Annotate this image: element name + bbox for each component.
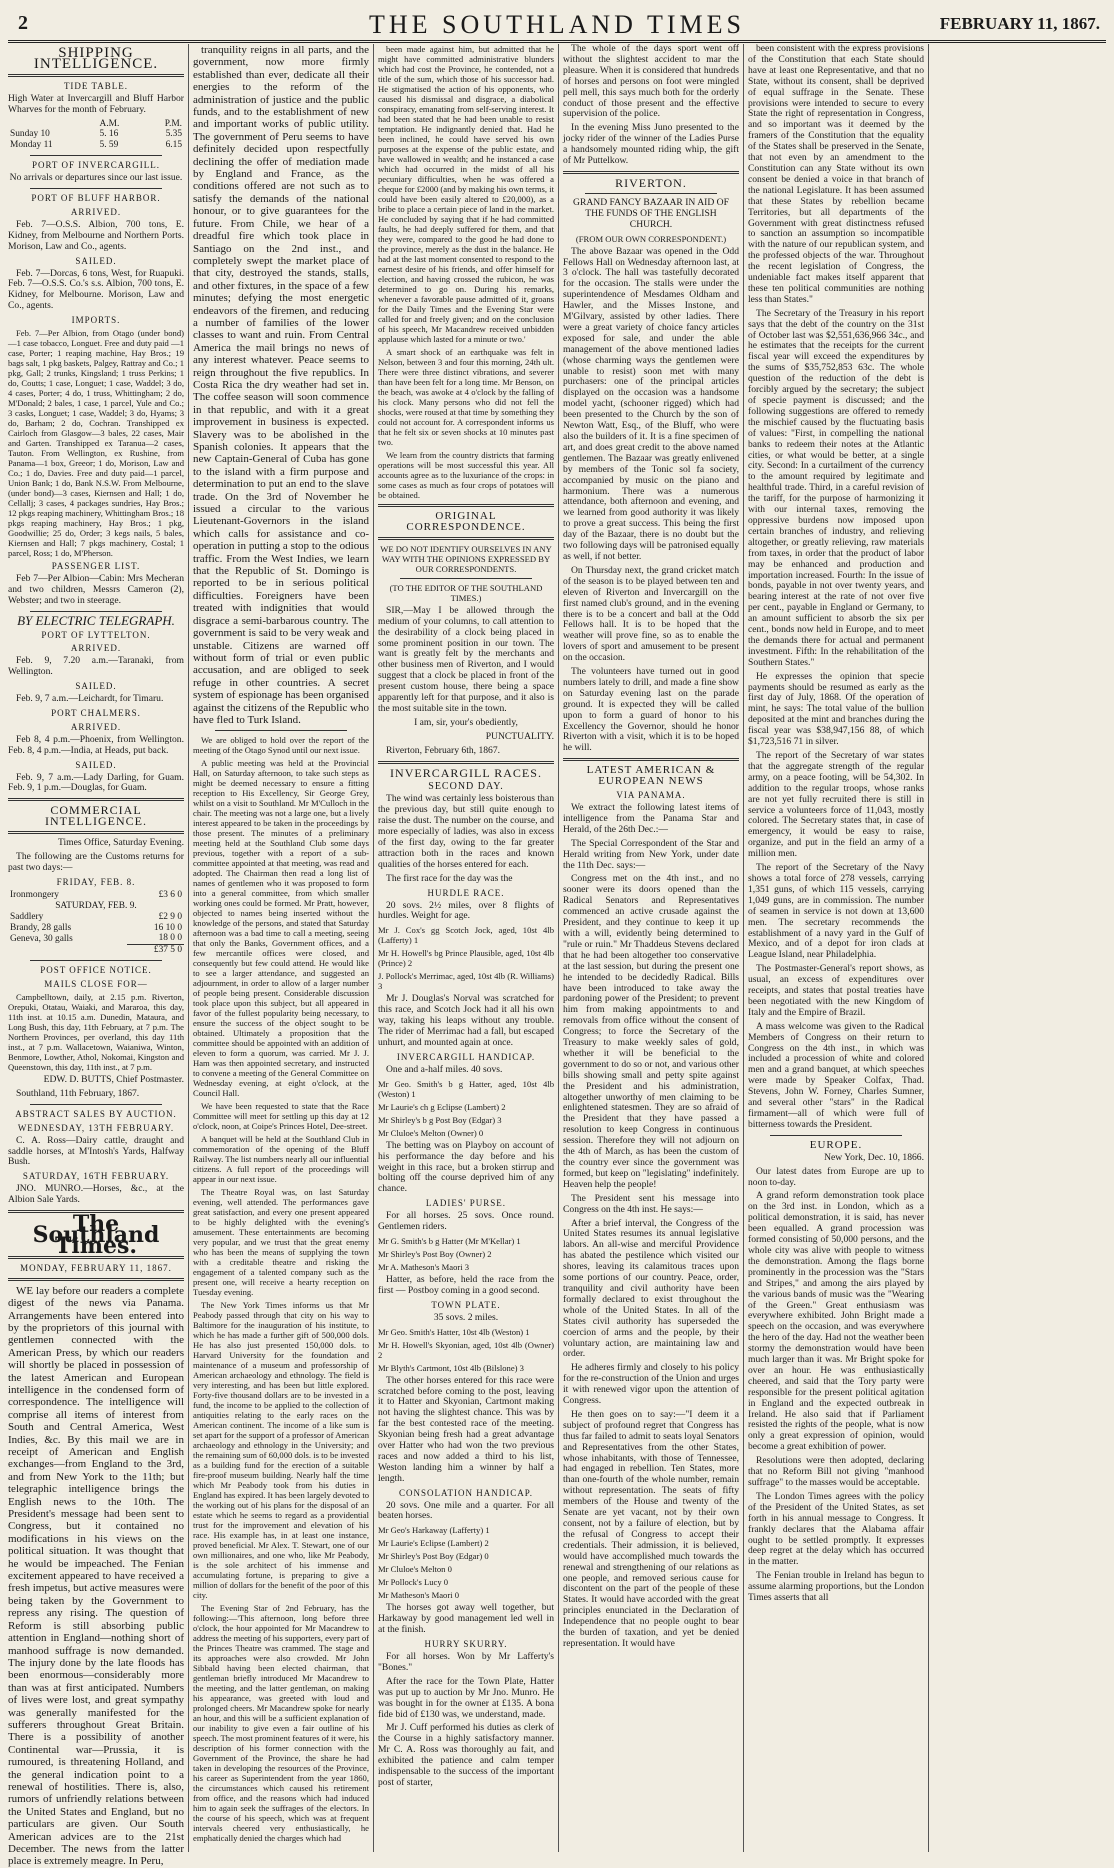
imports-text: Feb. 7—Per Albion, from Otago (under bond) —1 case tobacco, Longuet. Free and duty paid —1 case, Porter; 1 reaping machine, Hay Bros.; 19 bags salt, 1 pkg baskets, Palgey, Rattray and Co.; 1 pkg, Gall; 2 trunks, Kingsland; 1 truss Perkins; 1 do, Coutts; 1 case, Longuet; 1 case, Waddel; 3 do, 4 cases, Porter; 4 do, 1 truss, Whittingham; 2 do, M'Donald; 2 bales, 1 case, 1 parcel, Yule and Co.; 3 casks, Longuet; 1 case, Waddel; 3 do, Hyams; 3 do, Barham; 2 do, Cochran. Transhipped ex Cairloch from Glasgow—3 bales, 22 cases, Mair and Garten. Transhipped ex Taranua—2 cases, Tauton. From Wellington, ex Rushine, from Panama—1 box, Greeor; 1 do, Morison, Law and Co.; 1 do, Davies. Free and duty paid—1 parcel, Union Bank; 1 do, Bank N.S.W. From Melbourne, (under bond)—3 cases, Kiernsen and Hall; 1 do, Cellallj; 3 cases, 4 packages sundries, Hay Bros.; 12 pkgs reaping machinery, Whittingham Bros.; 18 pkgs reaping machinery, Hay Bros.; 1 pkg, Goodwillie; 25 do, Order; 3 kegs nails, 5 bales, Kiernsen and Hall; 7 pkgs machinery, Costal; 1 parcel, Ross; 1 do, M'Pherson. xyxy=(8,328,184,559)
arrived-label: ARRIVED. xyxy=(70,643,122,654)
lyttelton-sailings: Feb. 9, 7 a.m.—Leichardt, for Timaru. xyxy=(16,693,164,705)
port-chalmers-heading: PORT CHALMERS. xyxy=(51,708,141,718)
column-2 xyxy=(193,44,369,1852)
race-result: Mr Shirley's Post Boy (Edgar) 0 xyxy=(378,1551,489,1562)
race-result: Mr Blyth's Cartmont, 10st 4lb (Bilslone) 3 xyxy=(378,1362,524,1373)
issue-date: FEBRUARY 11, 1867. xyxy=(939,14,1100,33)
race-result: Mr Cluloe's Melton (Owner) 0 xyxy=(378,1127,484,1138)
letter-close: I am, sir, your's obediently, xyxy=(414,716,518,728)
news-paragraph: The Postmaster-General's report shows, as usual, an excess of expenditures over receipts, and states that postal treaties have been negotiated with the new Kingdom of Italy and the Empire of Brazil. xyxy=(748,963,924,1018)
divider xyxy=(8,1278,184,1281)
hurdle-race-heading: HURDLE RACE. xyxy=(427,887,505,898)
race-terms: 35 sovs. 2 miles. xyxy=(433,1311,499,1323)
riverton-heading: RIVERTON. xyxy=(615,175,687,190)
race-report: The wind was certainly less boisterous than the previous day, but still quite enough to raise the dust. The number on the course, and more especially of ladies, was also in excess of the first day, owing to the far greater attraction both in the races and known qualities of the horses entered for each. xyxy=(378,793,554,870)
post-date: Southland, 11th February, 1867. xyxy=(16,1087,140,1099)
divider xyxy=(30,155,162,156)
customs-table: Ironmongery £3 6 0 SATURDAY, FEB. 9. Saddlery £2 9 0 Brandy, 28 galls 16 10 0 Geneva, 30 galls 18 0 0 £37 5 0 xyxy=(10,889,182,956)
letter-date: Riverton, February 6th, 1867. xyxy=(386,744,501,756)
ladies-purse-heading: LADIES' PURSE. xyxy=(425,1198,507,1209)
news-paragraph: He adheres firmly and closely to his policy for the re-construction of the Union and urges it with renewed vigor upon the attention of Congress. xyxy=(563,1362,739,1407)
news-paragraph: The report of the Secretary of war states that the aggregate strength of the regular army, on a peace footing, will be 54,302. In addition to the regular troops, whose ranks are not yet fully recruited there is still in service a volunteers force of 11,043, mostly colored. The Secretary states that, in case of emergency, it would be easy to raise, organize, and put in the field an army of a million men. xyxy=(748,750,924,860)
masthead xyxy=(8,6,1106,43)
column-rule xyxy=(928,44,929,1852)
news-paragraph: Our latest dates from Europe are up to noon to-day. xyxy=(748,1165,924,1188)
race-report: The betting was on Playboy on account of his performance the day before and his weight in this race, but a broken stirrup and bolting off the course deprived him of any chance. xyxy=(378,1139,554,1195)
divider xyxy=(563,758,739,761)
bazaar-report: The volunteers have turned out in good numbers lately to drill, and made a fine show on Saturday evening last on the parade ground. It is expected they will be called upon to form a guard of honor to his Excellency the Governor, should he honor Riverton with a visit, which it is to be hoped he will. xyxy=(563,666,739,754)
via-panama: VIA PANAMA. xyxy=(616,790,686,801)
news-paragraph: He expresses the opinion that specie payments should be resumed as early as the first day of July, 1868. Of the operation of mint, he says: The total value of the bullion deposited at the mint and branches during the fiscal year was $38,947,156 88, of which $1,723,516 71 in silver. xyxy=(748,670,924,748)
auction-saturday: SATURDAY, 16TH FEBRUARY. xyxy=(22,1171,170,1182)
tide-intro: High Water at Invercargill and Bluff Harbor Wharves for the month of February. xyxy=(8,92,184,115)
races-heading: INVERCARGILL RACES. xyxy=(390,765,542,780)
auction-heading: ABSTRACT SALES BY AUCTION. xyxy=(15,1108,177,1119)
friday-label: FRIDAY, FEB. 8. xyxy=(56,876,136,887)
news-paragraph: He then goes on to say:—"I deem it a subject of profound regret that Congress has thus far failed to admit to seats loyal Senators and Representatives from the other States, whose inhabitants, with those of Tennessee, had engaged in rebellion. Ten States, more than one-fourth of the whole number, remain without representation. The seats of fifty members of the House and twenty of the Senate are yet vacant, not by their own consent, not by a failure of election, but by the refusal of Congress to accept their credentials. Their admission, it is believed, would have accomplished much towards the renewal and strengthening of our relations as one people, and removed serious cause for discontent on the part of the people of these States. It would have accorded with the great principles enunciated in the Declaration of Independence that no people ought to bear the burden of taxation, and yet be denied representation. It would have xyxy=(563,1408,739,1649)
news-paragraph: A mass welcome was given to the Radical Members of Congress on their return to Congress on the 4th inst., in which was included a procession of white and colored men and a grand banquet, at which speeches were made by Speaker Colfax, Thad. Stevens, John W. Forney, Charles Sumner, and several other "stars" in the Radical firmament—all of which were full of bitterness towards the President. xyxy=(748,1020,924,1130)
europe-dateline: New York, Dec. 10, 1866. xyxy=(824,1151,924,1163)
race-result: Mr A. Matheson's Maori 3 xyxy=(378,1261,470,1272)
bazaar-report: The above Bazaar was opened in the Odd Fellows Hall on Wednesday afternoon last, at 3 o'clock. The hall was tastefully decorated for the occasion. The stalls were under the superintendence of Mesdames Oldham and Hawler, and the Misses Instone, and M'Gilvary, assisted by other ladies. There were a great variety of choice fancy articles exposed for sale, and under the able management of the above mentioned ladies (whose charming ways the gentlemen were unable to resist) soon met with many purchasers: one of the principal articles displayed on the occasion was a handsome model yacht, (schooner rigged) which had been presented to the Church by the son of Newton Watt, Esq., of the Bluff, who were also the builders of it. It is a fine specimen of art, and does great credit to the above named gentlemen. The Bazaar was greatly enlivened by members of the Tonic sol fa society, accompanied by music on the piano and harmonium. There was a numerous attendance, both afternoon and evening, and we learned from good authority it was likely to prove a great success. This being the first day of the Bazaar, there is no doubt but the two following days will be patronised equally as well, if not better. xyxy=(563,245,739,562)
news-paragraph: A banquet will be held at the Southland Club in commemoration of the opening of the Bluff Railway. The list numbers nearly all our influential citizens. A full report of the proceedings will appear in our next issue. xyxy=(193,1134,369,1185)
divider xyxy=(30,1104,162,1105)
race-result: Mr Laurie's Eclipse (Lambert) 2 xyxy=(378,1538,489,1549)
leader-article: WE lay before our readers a complete digest of the news via Panama. Arrangements have been entered into by the proprietors of this journal with gentlemen connected with the American Press, by which our readers will shortly be placed in possession of the latest American and European intelligence in the condensed form of correspondence. The intelligence will comprise all items of interest from South and Central America, West Indies, &c. By this mail we are in receipt of American and English exchanges—from England to the 3rd, and from New York to the 11th; but telegraphic intelligence brings the English news to the 10th. The President's message had been sent to Congress, but it contained no modifications in his views on the political situation. It was thought that he would be impeached. The Fenian excitement appeared to have received a fresh impetus, but active measures were being taken by the Government to repress any rising. The question of Reform is still absorbing public attention in England—nothing short of manhood suffrage is now demanded. The injury done by the late floods has been enormous—considerably more than was at first anticipated. Numbers of lives were lost, and great sympathy was generally manifested for the sufferers throughout Great Britain. There is a possibility of another Continental war—Prussia, it is rumoured, is threatening Holland, and the general indication point to a renewal of hostilities. There is, also, rumors of unfriendly relations between the United States and England, but no particulars are given. Our South American advices are to the 21st December. The news from the latter place is extremely meagre. In Peru, xyxy=(8,1284,184,1868)
news-paragraph: The report of the Secretary of the Navy shows a total force of 278 vessels, carrying 1,351 guns, of which 115 vessels, carrying 1,049 guns, are in commission. The number of seamen in service is not down at 13,600 men. The secretary recommends the establishment of a navy yard in the Gulf of Mexico, and of a depot for iron clads at League Island, near Philadelphia. xyxy=(748,862,924,961)
page-number: 2 xyxy=(18,12,28,34)
newspaper-title: THE SOUTHLAND TIMES xyxy=(369,10,745,39)
auction-wednesday-text: C. A. Ross—Dairy cattle, draught and saddle horses, at M'Intosh's Yards, Halfway Bush. xyxy=(8,1134,184,1168)
arrived-label: ARRIVED. xyxy=(70,206,122,217)
news-paragraph: Congress met on the 4th inst., and no sooner were its doors opened than the Radical Senators and Representatives commenced an active crusade against the President, and they continue to keep it up with a will, evidently being determined to "rule or ruin." Mr Thaddeus Stevens declared that he had been altogether too conservative at the last session, but during the present one he intended to be decidedly Radical. Bills have been introduced to take away the pardoning power of the President; to prevent him from making appointments to and removals from office without the consent of Congress; to force the Secretary of the Treasury to make weekly sales of gold, whether it will be beneficial to the government to do so or not, and various other bills showing small and petty spite against the President and his administration, altogether unworthy of men claiming to be enlightened statesmen. They are so afraid of the President that they have passed a resolution to keep Congress in continuous session. Therefore they will not adjourn on the 4th of March, as has been the custom of the country ever since the government was formed, but keep on "legislating" indefinitely. Heaven help the people! xyxy=(563,873,739,1190)
telegraph-heading: BY ELECTRIC TELEGRAPH. xyxy=(17,612,175,628)
town-plate-heading: TOWN PLATE. xyxy=(431,1299,501,1310)
divider xyxy=(378,761,554,764)
race-report: The horses got away well together, but Harkaway by good management led well in at the finish. xyxy=(378,1602,554,1636)
divider xyxy=(8,798,184,801)
race-result: Mr Geo's Harkaway (Lafferty) 1 xyxy=(378,1525,490,1536)
post-office-heading: POST OFFICE NOTICE. xyxy=(40,965,152,976)
divider xyxy=(30,611,162,612)
europe-heading: EUROPE. xyxy=(809,1138,863,1151)
correspondence-heading: ORIGINAL CORRESPONDENCE. xyxy=(406,510,526,533)
race-result: Mr Geo. Smith's b g Hatter, aged, 10st 4lb (Weston) 1 xyxy=(378,1078,554,1099)
news-paragraph: been made against him, but admitted that he might have committed administrative blunders which had cost the Province, he contended, not a title of the sum, which those of his successor had. He stigmatised the action of his opponents, who caused his dismissal and disgrace, a diabolical conspiracy, emanating from self-serving interest. It had been stated that he had been unable to resist temptation. He indignantly denied that. Had he been inclined, he could have served his own purposes at the expense of the public estate, and have wallowed in wealth; and he instanced a case which had occurred in the midst of all his pecuniary difficulties, when he was offered a cheque for £2000 (and by making his own terms, it could have been easily altered to £20,000), as a bribe to place a certain piece of land in the market. He concluded by saying that if he had committed faults, he had deeply suffered for them, and that they were, compared to the good he had done to the province, merely as the dust in the balance. He had at the last moment consented to respond to the earnest desire of his friends, and offer himself for election, and having crossed the rubicon, he was determined to go on. During his remarks, whenever a favorable pause admitted of it, groans for the Daily Times and the Evening Star were called for and freely given; and on the conclusion of his speech, Mr Macandrew received unbidden applause which lasted for a minute or two.' xyxy=(378,44,554,344)
race-result: Mr Geo. Smith's Hatter, 10st 4lb (Weston) 1 xyxy=(378,1326,530,1337)
news-paragraph: A smart shock of an earthquake was felt in Nelson, between 3 and four this morning, 24th ult. There were three distinct vibrations, and severer than have been felt for a long time. Mr Benson, on the beach, was awoke at 4 o'clock by the falling of his clock. Many persons who did not fell the shocks, were roused at that time by something they could not account for. A correspondent informs us that he felt six or seven shocks at 10 minutes past two. xyxy=(378,347,554,447)
race-report: The other horses entered for this race were scratched before coming to the post, leaving it to Hatter and Skyonian, Cartmont making not having the slightest chance. This was by far the best contested race of the meeting. Skyonian being fresh had a great advantage over Hatter who had won the two previous races and now added a third to his list, Weston landing him a winner by half a length. xyxy=(378,1374,554,1484)
sailed-label: SAILED. xyxy=(75,681,117,692)
auction-wednesday: WEDNESDAY, 13TH FEBRUARY. xyxy=(17,1122,175,1133)
tide-table: A.M. P.M. Sunday 10 5. 16 5.35 Monday 11 5. 59 6.15 xyxy=(10,118,182,151)
race-result: Mr J. Cox's gg Scotch Jock, aged, 10st 4lb (Lafferty) 1 xyxy=(378,925,554,946)
letter-body: SIR,—May I be allowed through the medium of your columns, to call attention to the desirability of a clock being placed in some prominent position in our town. The want is greatly felt by the merchants and other business men of Riverton, and I would suggest that a clock be placed in front of the present custom house, there being a space apparently left for that purpose, and it also is the most suitable site in the town. xyxy=(378,604,554,714)
bluff-sailings: Feb. 7—Dorcas, 6 tons, West, for Ruapuki. Feb. 7—O.S.S. Co.'s s.s. Albion, 700 tons, E. Kidney, for Melbourne. Morison, Law and Co., agents. xyxy=(8,267,184,312)
port-invercargill-heading: PORT OF INVERCARGILL. xyxy=(31,160,161,171)
divider xyxy=(378,504,554,507)
race-result: Mr Laurie's ch g Eclipse (Lambert) 2 xyxy=(378,1101,506,1112)
news-paragraph: We have been requested to state that the Race Committee will meet for settling up this day at 12 o'clock, noon, at Coipe's Princes Hotel, Dee-street. xyxy=(193,1101,369,1132)
column-rule xyxy=(558,44,559,1852)
news-paragraph: After a brief interval, the Congress of the United States resumes its annual legislative labors. An all-wise and merciful Providence has abated the pestilence which visited our shores, leaving its calamitous traces upon some portions of our country. Peace, order, tranquility and civil authority have been formally declared to exist throughout the whole of the United States. In all of the States civil authority has superseded the coercion of arms and the people, by their voluntary action, are maintaining law and order. xyxy=(563,1217,739,1360)
news-paragraph: We extract the following latest items of intelligence from the Panama Star and Herald, of the 26th Dec.:— xyxy=(563,802,739,835)
port-chalmers-sailings: Feb. 9, 7 a.m.—Lady Darling, for Guam. Feb. 9, 1 p.m.—Douglas, for Guam. xyxy=(8,771,184,794)
race-report: The first race for the day was the xyxy=(386,872,513,884)
news-paragraph: The President sent his message into Congress on the 4th inst. He says:— xyxy=(563,1192,739,1215)
consolation-heading: CONSOLATION HANDICAP. xyxy=(398,1487,533,1498)
port-bluff-heading: PORT OF BLUFF HARBOR. xyxy=(31,193,161,204)
divider xyxy=(585,193,717,194)
dateline: MONDAY, FEBRUARY 11, 1867. xyxy=(20,1262,172,1273)
news-paragraph: We learn from the country districts that farming operations will be most successful this year. All accounts agree as to the luxuriance of the crops: in some cases as much as four crops of potatoes will be obtained. xyxy=(378,450,554,500)
news-paragraph: The London Times agrees with the policy of the President of the United States, as set forth in his annual message to Congress. It frankly declares that the Alabama affair ought to be settled promptly. It expresses deep regret at the delay which has occurred in the matter. xyxy=(748,1490,924,1568)
commercial-heading: COMMERCIAL INTELLIGENCE. xyxy=(45,803,147,829)
second-day-heading: SECOND DAY. xyxy=(428,780,504,792)
divider xyxy=(378,537,554,540)
divider xyxy=(563,171,739,174)
disclaimer: WE DO NOT IDENTIFY OURSELVES IN ANY WAY WITH THE OPINIONS EXPRESSED BY OUR CORRESPONDENTS. xyxy=(380,543,552,574)
race-result: Mr H. Howell's bg Prince Plausible, aged, 10st 4lb (Prince) 2 xyxy=(378,948,554,969)
nameplate: The Southland Times. xyxy=(32,1211,160,1259)
imports-label: IMPORTS. xyxy=(71,315,121,326)
divider xyxy=(770,1135,902,1136)
to-editor: (TO THE EDITOR OF THE SOUTHLAND TIMES.) xyxy=(389,582,543,603)
divider xyxy=(215,730,347,731)
race-result: Mr Pollock's Lucy 0 xyxy=(378,1577,449,1588)
letter-signature: PUNCTUALITY. xyxy=(485,730,554,742)
bazaar-heading: GRAND FANCY BAZAAR IN AID OF THE FUNDS OF THE ENGLISH CHURCH. xyxy=(573,196,729,230)
news-paragraph: The Secretary of the Treasury in his report says that the debt of the country on the 31st of October last was $2,551,636,966 34c., and he estimates that the receipts for the current fiscal year will exceed the expenditures by the sums of $35,752,853 63c. The whole question of the reduction of the debt is forcibly argued by the secretary; the subject of specie payment is discussed; and the following suggestions are offered to remedy the mischief caused by the fluctuating basis of values: "First, in compelling the national banks to redeem their notes at the Atlantic cities, or what would be better, at a single city. Second: In a curtailment of the currency to the amount required by legitimate and healthful trade. Third, in a careful revision of the tariff, for the purpose of harmonizing it with our internal taxes, removing the oppressive burdens now imposed upon certain branches of industry, and relieving altogether, or greatly relieving, raw materials from taxes, in order that the product of labor may be enhanced and production and importation increased. Fourth: In the issue of bonds, payable in not over twenty years, and bearing interest at the rate of not over five per cent., payable in England or Germany, to an amount sufficient to absorb the six per cent., bonds now held in Europe, and to meet the demands there for actual and permanent investment. Fifth: In the rehabilitation of the Southern States." xyxy=(748,307,924,668)
port-invercargill-text: No arrivals or departures since our last issue. xyxy=(9,172,183,184)
race-result: Mr H. Howell's Skyonian, aged, 10st 4lb (Owner) 2 xyxy=(378,1339,554,1360)
column-rule xyxy=(743,44,744,1852)
passenger-text: Feb 7—Per Albion—Cabin: Mrs Mecheran and two children, Messrs Cameron (2), Webster; and two in steerage. xyxy=(8,572,184,606)
race-report: In the evening Miss Juno presented to the jocky rider of the winner of the Ladies Purse a handsomely mounted riding whip, the gift of Mr Puttelkow. xyxy=(563,122,739,167)
handicap-heading: INVERCARGILL HANDICAP. xyxy=(396,1051,536,1062)
divider xyxy=(8,831,184,834)
postmaster-signature: EDW. D. BUTTS, Chief Postmaster. xyxy=(43,1074,184,1086)
column-rule xyxy=(188,44,189,1852)
latest-news-heading: LATEST AMERICAN & EUROPEAN NEWS xyxy=(586,764,716,788)
race-report: Mr J. Douglas's Norval was scratched for this race, and Scotch Jock had it all his own way, taking his leaps without any trouble. The rider of Merrimac had a fall, but escaped unhurt, and mounted again at once. xyxy=(378,993,554,1048)
mails-close-label: MAILS CLOSE FOR— xyxy=(44,979,148,990)
race-report: Mr J. Cuff performed his duties as clerk of the Course in a highly satisfactory manner. Mr C. A. Ross was thoroughly au fait, and exhibited the patience and calm temper indispensable to the success of the important post of starter, xyxy=(378,1722,554,1788)
sailed-label: SAILED. xyxy=(75,759,117,770)
race-report: After the race for the Town Plate, Hatter was put up to auction by Mr Jno. Munro. He was bought in for the owner at £135. A bona fide bid of £130 was, we understand, made. xyxy=(378,1675,554,1720)
divider xyxy=(8,74,184,77)
tide-table-heading: TIDE TABLE. xyxy=(63,80,129,91)
column-rule xyxy=(373,44,374,1852)
race-result: Mr Cluloe's Melton 0 xyxy=(378,1564,452,1575)
news-paragraph: The Fenian trouble in Ireland has begun to assume alarming proportions, but the London Times asserts that all xyxy=(748,1570,924,1604)
divider xyxy=(30,960,162,961)
column-1 xyxy=(8,44,184,1868)
news-paragraph: We are obliged to hold over the report of the meeting of the Otago Synod until our next issue. xyxy=(193,735,369,756)
race-report: The whole of the days sport went off without the slightest accident to mar the pleasure. When it is considered that hundreds of horses and persons on foot were mingled pell mell, this says much both for the orderly conduct of those present and the effective supervision of the police. xyxy=(563,43,739,120)
news-paragraph: Resolutions were then adopted, declaring that no Reform Bill not giving "manhood suffrage" to the masses would be acceptable. xyxy=(748,1455,924,1488)
column-5 xyxy=(748,44,924,1852)
race-terms: One and a-half miles. 40 sovs. xyxy=(386,1063,503,1075)
auction-saturday-text: JNO. MUNRO.—Horses, &c., at the Albion Sale Yards. xyxy=(8,1183,184,1206)
port-chalmers-arrivals: Feb 8, 4 p.m.—Phoenix, from Wellington. Feb. 8, 4 p.m.—India, at Heads, put back. xyxy=(8,733,184,756)
divider xyxy=(400,578,532,579)
column-4 xyxy=(563,44,739,1852)
passenger-list-label: PASSENGER LIST. xyxy=(51,561,141,572)
leader-continued: tranquility reigns in all parts, and the government, now more firmly established than ever, dedicate all their energies to the reform of the administration of justice and the public funds, and to the establishment of new and important works of public utility. The government of Peru seems to have definitely decided upon respectfully declining the offer of mediation made by England and France, as the conditions offered are not such as to satisfy the demands of the national honour, or to give guarantees for the future. From Chile, we hear of a dreadful fire which took place in Santiago on the 2nd inst., and completely swept the market place of that city, destroyed the stands, stalls, and other fixtures, in the space of a few minutes; defying the most energetic endeavors of the firemen, and reducing a number of families of the lower classes to want and ruin. From Central America the mail brings no news of any interest whatever. Peace seems to reign throughout the five republics. In Costa Rica the dry weather had set in. The coffee season will soon commence in that republic, and with it a great improvement in business is expected. Slavery was to be abolished in the Spanish colonies. It appears that the new Captain-General of Cuba has gone to the island with a firm purpose and determination to put an end to the slave trade. On the 3rd of November he issued a circular to the various Lieutenant-Governors in the island which calls for assistance and co-operation in putting a stop to the odious traffic. From the West Indies, we learn that the Republic of St. Domingo is reported to be in serious political difficulties. Foreigners have been treated with indignities that would disgrace a semi-barbarous country. The government is said to be very weak and unstable. Citizens are warned off without form of trial or even public accusation, and are obliged to seek refuge in other countries. A secret system of espionage has been organised against the citizens of the Republic who have fled to Turk Island. xyxy=(193,44,369,726)
race-result: Mr Shirley's b g Post Boy (Edgar) 3 xyxy=(378,1114,502,1125)
race-report: Hatter, as before, held the race from the first — Postboy coming in a good second. xyxy=(378,1273,554,1296)
sailed-label: SAILED. xyxy=(75,255,117,266)
race-terms: For all horses. 25 sovs. Once round. Gentlemen riders. xyxy=(378,1210,554,1233)
news-paragraph: The Evening Star of 2nd February, has the following:—'This afternoon, long before three o'clock, the hour appointed for Mr Macandrew to address the meeting of his supporters, every part of the Princes Theatre was crammed. The stage and its approaches were also crowded. Mr John Sibbald having been elected chairman, that gentleman briefly introduced Mr Macandrew to the meeting, and the latter gentleman, on making his appearance, was greeted with loud and prolonged cheers. Mr Macandrew spoke for nearly an hour, and this will be a sufficient explanation of our inability to give even a fair outline of his speech. The most prominent features of it were, his description of his former connection with the Government of the Province, the share he had taken in developing the resources of the Province, his career as Superintendent from the year 1860, the circumstances which caused his retirement from office, and the reasons which had induced him to again seek the suffrages of the electors. In the course of his speech, which was at frequent intervals cheered very enthusiastically, he emphatically denied the charges which had xyxy=(193,1603,369,1844)
customs-intro: The following are the Customs returns for past two days:— xyxy=(8,851,184,873)
own-correspondent: (FROM OUR OWN CORRESPONDENT.) xyxy=(575,233,727,244)
news-paragraph: A public meeting was held at the Provincial Hall, on Saturday afternoon, to take such steps as might be deemed necessary to ensure a fitting reception to His Excellency, Sir George Grey, whilst on a visit to Southland. Mr M'Culloch in the chair. The meeting was not a large one, but a lively interest appeared to be taken in the proceedings by those present. The minutes of a preliminary meeting held at the Southland Club some days previous, together with a report of a sub-committee appointed at that meeting, was read and adopted. The Chairman then read a long list of names of gentlemen who it was proposed to form into a general committee, from which smaller working ones could be formed. Mr Pratt, however, objected to names being inserted without the knowledge of the persons, and stated that Saturday afternoon was a bad time to call a meeting, seeing that only the Banks, Government offices, and a few mercantile offices were closed, and consequently but few could attend. He would like to see a larger attendance, and suggested an adjournment, in order to allow of a larger number of people being present. Considerable discussion took place upon this subject, but all appeared in favor of the fullest popularity being necessary, to ensure the success of the object sought to be obtained. Ultimately a proposition that the committee should be appointed with an addition of eleven to form a quorum, was carried. Mr J. J. Ham was then appointed secretary, and instructed to convene a meeting of the General Committee on Wednesday evening, at eight o'clock, at the Council Hall. xyxy=(193,758,369,1099)
news-paragraph: The Theatre Royal was, on last Saturday evening, well attended. The performances gave great satisfaction, and every one present appeared to be highly delighted with the evening's amusement. These entertainments are becoming very popular, and we trust that the great enemy who has been the means of supplying the town with a creditable theatre and risking the engagement of a talented company such as the present one, will receive a hearty reception on Tuesday evening. xyxy=(193,1187,369,1298)
bluff-arrivals: Feb. 7—O.S.S. Albion, 700 tons, E. Kidney, from Melbourne and Northern Ports. Morison, Law and Co., agents. xyxy=(8,218,184,252)
race-result: J. Pollock's Merrimac, aged, 10st 4lb (R. Williams) 3 xyxy=(378,971,554,992)
race-report: For all horses. Won by Mr Lafferty's "Bones." xyxy=(378,1651,554,1673)
arrived-label: ARRIVED. xyxy=(70,721,122,732)
race-terms: 20 sovs. One mile and a quarter. For all beaten horses. xyxy=(378,1499,554,1522)
race-terms: 20 sovs. 2½ miles, over 8 flights of hurdles. Weight for age. xyxy=(378,899,554,922)
lyttelton-arrivals: Feb. 9, 7.20 a.m.—Taranaki, from Wellington. xyxy=(8,655,184,678)
hurry-skurry-heading: HURRY SKURRY. xyxy=(424,1639,508,1650)
divider xyxy=(30,188,162,189)
post-office-text: Campbelltown, daily, at 2.15 p.m. Riverton, Orepuki, Otatau, Waiaki, and Mararoa, this day, 11th inst. at 10.15 a.m. Dunedin, Mataura, and Long Bush, this day, 11th February, at 7 p.m. The Northern Provinces, per overland, this day 11th inst., at 7 p.m. Wallacetown, Waianiwa, Winton, Benmore, Lowther, Athol, Nokomai, Kingston and Queenstown, this day, 11th inst., at 7 p.m. xyxy=(8,992,184,1073)
race-result: Mr Matheson's Maori 0 xyxy=(378,1590,460,1601)
news-paragraph: been consistent with the express provisions of the Constitution that each State should have at least one Representative, and that no State, without its consent, shall be deprived of equal suffrage in the Senate. These provisions were intended to secure to every State the right of representation in Congress, and so important was it deemed by the framers of the Constitution that the equality of the States shall be preserved in the Senate, that not even by an amendment to the Constitution can any State without its own consent be denied a voice in that branch of the national Legislature. It has been assumed that these States by rebellion became Territories, but all departments of the Government with great distinctness refused to sanction an assumption so incompatible with the nature of our republican system, and the professed objects of the war. Throughout the recent legislation of Congress, the undeniable fact makes itself apparent that these ten political communities are nothing less than States." xyxy=(748,43,924,305)
race-result: Mr G. Smith's b g Hatter (Mr M'Kellar) 1 xyxy=(378,1235,521,1246)
news-paragraph: The Special Correspondent of the Star and Herald writing from New York, under date the 11th Dec. says:— xyxy=(563,837,739,871)
shipping-heading: SHIPPING INTELLIGENCE. xyxy=(33,45,159,72)
race-result: Mr Shirley's Post Boy (Owner) 2 xyxy=(378,1248,492,1259)
column-3 xyxy=(378,44,554,1852)
news-paragraph: A grand reform demonstration took place on the 3rd inst. in London, which as a political demonstration, it is said, has never been equalled. A grand procession was formed consisting of 50,000 persons, and the whole city was alive with people to witness the demonstration. Among the flags borne prominently in the procession was the "Stars and Stripes," and among the airs played by the various bands of music was the "Wearing of the Green." Great enthusiasm was everywhere exhibited. John Bright made a speech on the occasion, and was everywhere the hero of the day. Had not the weather been stormy the demonstration would have been much larger than it was. Mr Bright spoke for over an hour. He was enthusiastically cheered, and said that the Tory party were responsible for the present political agitation in England and the expected outbreak in Ireland. He also said that if Parliament resisted the rights of the people, what is now only a great expression of opinion, would become a great exhibition of power. xyxy=(748,1190,924,1453)
lyttelton-heading: PORT OF LYTTELTON. xyxy=(41,629,151,640)
news-paragraph: The New York Times informs us that Mr Peabody passed through that city on his way to Baltimore for the inauguration of his institute, to which he has made a further gift of 500,000 dols. He has also just presented 150,000 dols. to Harvard University for the foundation and maintenance of a museum and professorship of American archaeology and ethnology. The field is very interesting, and has been but little explored. Forty-five thousand dollars are to be invested in a fund, the income to be applied to the collection of antiquities relating to the early races on the American continent. The income of a like sum is set apart for the support of a professor of American archaeology and ethnology in the University; and the remaining sum of 60,000 dols. is to be invested as a building fund for the erection of a suitable fire-proof museum building. Nearly half the time which Mr Peabody took from his duties in England has expired. It has been largely devoted to the working out of his plans for the disposal of an estate which he seems to regard as a providential trust for the improvement and elevation of his race. His example has, in at least one instance, proved beneficial. Mr Alex. T. Stewart, one of our own millionaires, and one who, like Mr Peabody, is the sole architect of his immense and accumulating fortune, is preparing to give a million of dollars for the benefit of the poor of this city. xyxy=(193,1300,369,1601)
bazaar-report: On Thursday next, the grand cricket match of the season is to be played between ten and eleven of Riverton and Invercargill on the first named club's ground, and in the evening there is to be a concert and ball at the Odd Fellows hall. It is to be hoped that the weather will prove fine, so as to enable the lovers of sport and amusement to be present on the occasion. xyxy=(563,564,739,664)
times-office: Times Office, Saturday Evening. xyxy=(57,837,184,849)
